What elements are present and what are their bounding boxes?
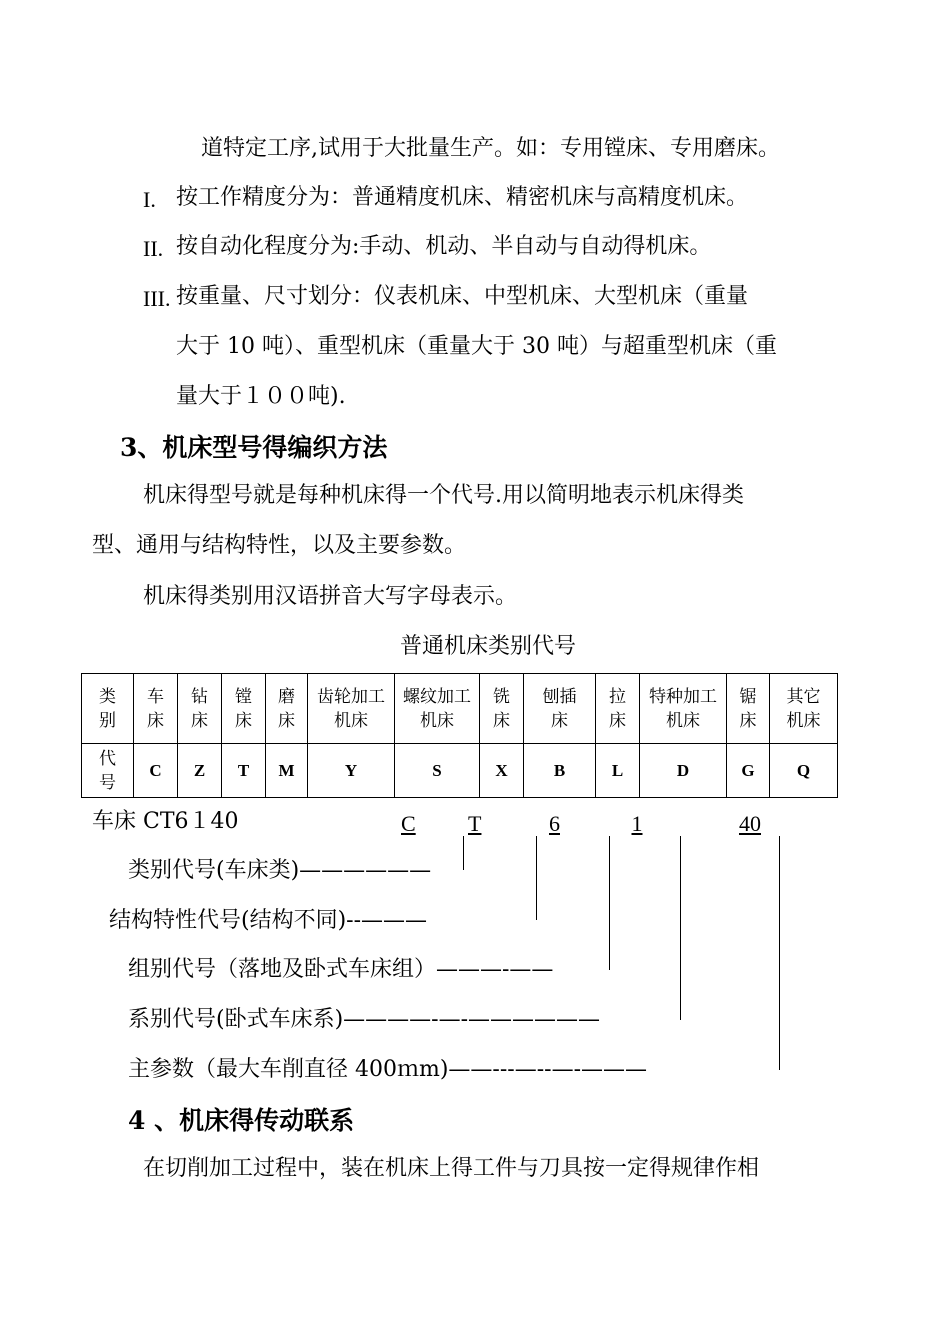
model-part-feature: T bbox=[468, 811, 482, 836]
machine-category-code-table bbox=[81, 673, 838, 798]
connector-line bbox=[779, 836, 780, 1070]
list-item-text: 按工作精度分为：普通精度机床、精密机床与高精度机床。 bbox=[176, 185, 749, 210]
category-cell: 镗床 bbox=[222, 674, 266, 744]
category-cell: 刨插床 bbox=[524, 674, 596, 744]
code-cell: L bbox=[596, 744, 640, 798]
connector-line bbox=[680, 836, 681, 1020]
model-part-main-param: 40 bbox=[739, 811, 761, 836]
category-cell: 铣床 bbox=[480, 674, 524, 744]
code-cell: Y bbox=[308, 744, 395, 798]
paragraph: 机床得型号就是每种机床得一个代号.用以简明地表示机床得类 bbox=[143, 483, 744, 508]
list-item-text-continued: 大于 10 吨）、重型机床（重量大于 30 吨）与超重型机床（重 bbox=[176, 334, 777, 359]
category-cell: 其它机床 bbox=[770, 674, 838, 744]
paragraph-continuation: 道特定工序,试用于大批量生产。如：专用镗床、专用磨床。 bbox=[201, 136, 780, 161]
model-part-series: 1 bbox=[631, 811, 643, 836]
model-explanation: 主参数（最大车削直径 400ｍm)——---—--—-——— bbox=[128, 1057, 648, 1082]
paragraph-continued: 型、通用与结构特性，以及主要参数。 bbox=[92, 533, 467, 558]
list-item-number: I. bbox=[143, 187, 156, 212]
code-cell: C bbox=[134, 744, 178, 798]
category-cell: 车床 bbox=[134, 674, 178, 744]
model-part-group: 6 bbox=[549, 811, 560, 836]
paragraph: 在切削加工过程中，装在机床上得工件与刀具按一定得规律作相 bbox=[143, 1156, 760, 1181]
list-item-text-continued: 量大于１００吨). bbox=[176, 384, 346, 409]
table-row-codes bbox=[82, 744, 838, 798]
connector-line bbox=[536, 836, 537, 920]
category-cell: 齿轮加工机床 bbox=[308, 674, 395, 744]
list-item-text: 按自动化程度分为:手动、机动、半自动与自动得机床。 bbox=[176, 234, 712, 259]
code-cell: B bbox=[524, 744, 596, 798]
list-item-text: 按重量、尺寸划分：仪表机床、中型机床、大型机床（重量 bbox=[176, 284, 749, 309]
code-cell: S bbox=[395, 744, 480, 798]
model-explanation: 组别代号（落地及卧式车床组）———-—— bbox=[128, 957, 554, 982]
model-explanation: 系别代号(卧式车床系)————-—-—————— bbox=[128, 1007, 601, 1032]
category-cell: 特种加工机床 bbox=[640, 674, 727, 744]
table-caption: 普通机床类别代号 bbox=[400, 634, 577, 659]
table-header-cell: 类别 bbox=[82, 674, 134, 744]
code-cell: T bbox=[222, 744, 266, 798]
connector-line bbox=[609, 836, 610, 970]
section-heading-3: 3、机床型号得编织方法 bbox=[120, 433, 388, 462]
category-cell: 螺纹加工机床 bbox=[395, 674, 480, 744]
code-cell: X bbox=[480, 744, 524, 798]
connector-line bbox=[463, 836, 464, 870]
list-item-number: II. bbox=[143, 236, 164, 261]
table-header-cell: 代号 bbox=[82, 744, 134, 798]
list-item-number: III. bbox=[143, 286, 171, 311]
category-cell: 拉床 bbox=[596, 674, 640, 744]
code-cell: Z bbox=[178, 744, 222, 798]
category-cell: 钻床 bbox=[178, 674, 222, 744]
model-part-class: C bbox=[401, 811, 416, 836]
code-cell: Q bbox=[770, 744, 838, 798]
model-example-label: 车床 CT6１40 bbox=[92, 809, 239, 834]
model-explanation: 类别代号(车床类)—————— bbox=[128, 858, 432, 883]
paragraph: 机床得类别用汉语拼音大写字母表示。 bbox=[143, 584, 518, 609]
section-heading-4: 4 、机床得传动联系 bbox=[128, 1106, 355, 1135]
category-cell: 磨床 bbox=[266, 674, 308, 744]
model-explanation: 结构特性代号(结构不同)--——— bbox=[109, 908, 428, 933]
category-cell: 锯床 bbox=[727, 674, 770, 744]
code-cell: D bbox=[640, 744, 727, 798]
code-cell: M bbox=[266, 744, 308, 798]
table-row-categories bbox=[82, 674, 838, 744]
code-cell: G bbox=[727, 744, 770, 798]
